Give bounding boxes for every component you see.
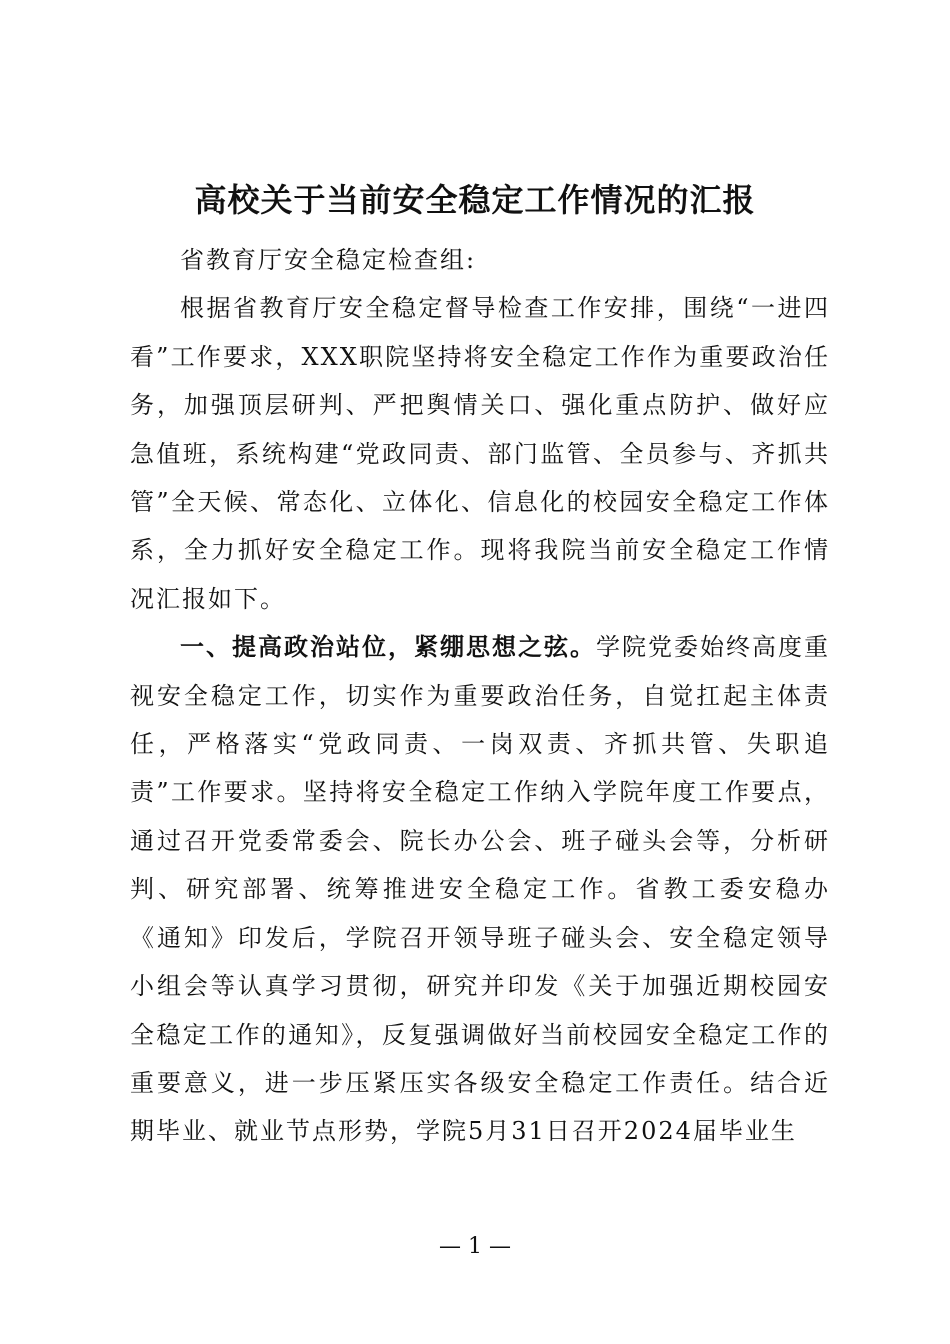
section-1-body: 学院党委始终高度重视安全稳定工作，切实作为重要政治任务，自觉扛起主体责任，严格落实“党政同责、一岗双责、齐抓共管、失职追责”工作要求。坚持将安全稳定工作纳入学院年度工作要点，通过召开党委常委会、院长办公会、班子碰头会等，分析研判、研究部署、统筹推进安全稳定工作。省教工委安稳办《通知》印发后，学院召开领导班子碰头会、安全稳定领导小组会等认真学习贯彻，研究并印发《关于加强近期校园安全稳定工作的通知》，反复强调做好当前校园安全稳定工作的重要意义，进一步压紧压实各级安全稳定工作责任。结合近期毕业、就业节点形势，学院5月31日召开2024届毕业生 [130, 633, 830, 1146]
page-number: — 1 — [439, 1234, 511, 1259]
document-title: 高校关于当前安全稳定工作情况的汇报 [194, 181, 756, 219]
section-1-paragraph [130, 623, 830, 1155]
intro-paragraph: 根据省教育厅安全稳定督导检查工作安排，围绕“一进四看”工作要求，XXX职院坚持将安全稳定工作作为重要政治任务，加强顶层研判、严把舆情关口、强化重点防护、做好应急值班，系统构建“党政同责、部门监管、全员参与、齐抓共管”全天候、常态化、立体化、信息化的校园安全稳定工作体系，全力抓好安全稳定工作。现将我院当前安全稳定工作情况汇报如下。 [130, 294, 830, 613]
salutation: 省教育厅安全稳定检查组: [180, 246, 477, 274]
document-body [130, 236, 830, 1156]
section-1-heading: 一、提高政治站位，紧绷思想之弦。 [180, 633, 596, 662]
